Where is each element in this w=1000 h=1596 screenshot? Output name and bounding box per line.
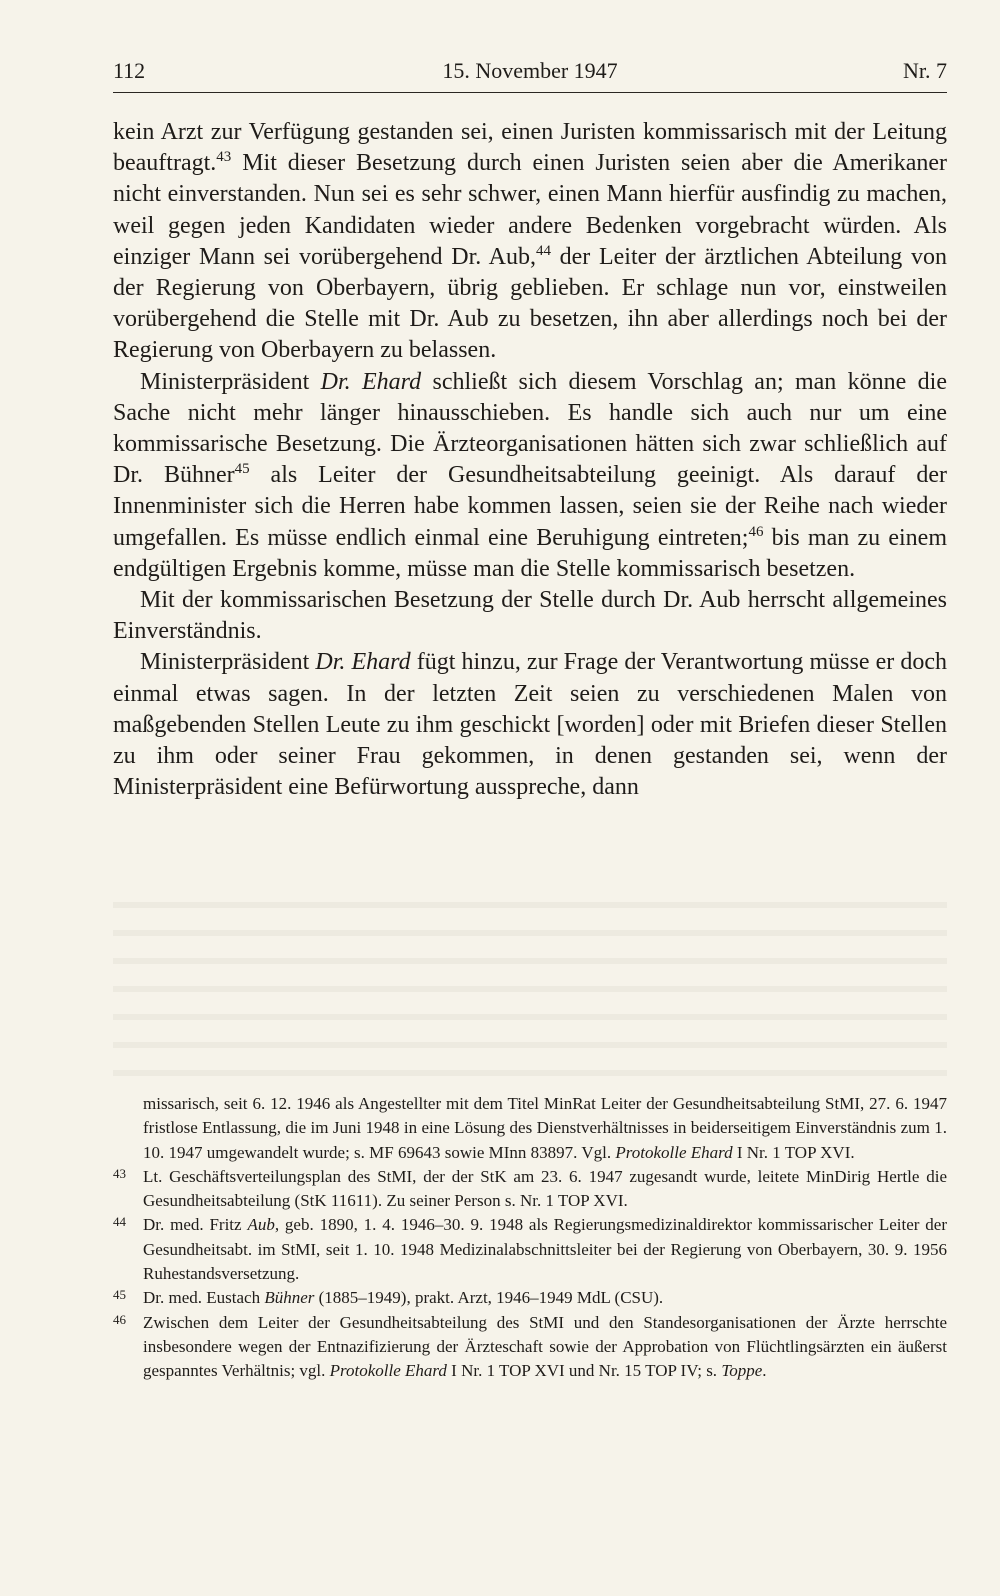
text-run: Lt. Geschäftsverteilungsplan des StMI, der der StK am 23. 6. 1947 zugesandt wurde, leitete MinDirig Hertle die Gesundheitsabteilung (StK 11611). Zu seiner Person s. Nr. 1 TOP XVI. bbox=[143, 1166, 947, 1211]
text-run: Ministerpräsident bbox=[140, 649, 316, 676]
footnote-continuation bbox=[113, 1092, 947, 1165]
bleed-through-area bbox=[113, 880, 947, 1080]
paragraph bbox=[113, 367, 947, 585]
footnote-ref: 44 bbox=[535, 242, 551, 259]
footnote-list bbox=[113, 1165, 947, 1384]
text-run: Dr. med. Eustach bbox=[143, 1288, 265, 1308]
text-run: . bbox=[762, 1361, 767, 1381]
paragraph bbox=[113, 117, 947, 367]
text-run: der Leiter der ärztlichen Abteilung von der Regierung von Oberbayern, übrig geblieben. Er schlage nun vor, einstweilen vorübergehend die Stelle mit Dr. Aub zu besetzen, ihn aber allerdings noch bei der Regierung von Oberbayern zu belassen. bbox=[113, 243, 947, 364]
page-number: 112 bbox=[113, 58, 146, 83]
italic-text: Bühner bbox=[264, 1288, 315, 1308]
paragraph bbox=[113, 585, 947, 647]
footnote-number: 43 bbox=[113, 1165, 126, 1181]
paragraph bbox=[113, 647, 947, 803]
italic-text: Protokolle Ehard bbox=[615, 1142, 733, 1162]
italic-text: Aub bbox=[247, 1215, 275, 1235]
text-run: fügt hinzu, zur Frage der Verantwortung müsse er doch einmal etwas sagen. In der letzten Zeit seien zu verschiedenen Malen von maßgebenden Stellen Leute zu ihm geschickt [worden] oder mit Briefen dieser Stellen zu ihm oder seiner Frau gekommen, in denen gestanden sei, wenn der Ministerpräsident eine Befürwortung ausspreche, dann bbox=[113, 649, 947, 801]
footnote-number: 45 bbox=[113, 1287, 126, 1303]
text-run: Zwischen dem Leiter der Gesundheitsabteilung des StMI und den Standesorganisationen der Ärzte herrschte insbesondere wegen der Entnazifizierung der Ärzteschaft sowie der Approbation von Flüchtlingsärzten ein äußerst gespanntes Verhältnis; vgl. bbox=[143, 1312, 947, 1381]
footnote bbox=[113, 1286, 947, 1310]
footnote bbox=[113, 1213, 947, 1286]
italic-text: Dr. Ehard bbox=[320, 368, 422, 395]
italic-text: Dr. Ehard bbox=[315, 649, 411, 676]
text-run: kein Arzt zur Verfügung gestanden sei, einen Juristen kommissarisch mit der Leitung beauftragt. bbox=[113, 119, 947, 177]
italic-text: Toppe bbox=[721, 1361, 763, 1381]
footnote-number: 44 bbox=[113, 1214, 126, 1230]
header-rule bbox=[113, 92, 947, 93]
text-run: als Leiter der Gesundheitsabteilung geeinigt. Als darauf der Innenminister sich die Herren habe kommen lassen, seien sie der Reihe nach wieder umgefallen. Es müsse endlich einmal eine Beruhigung eintreten; bbox=[113, 462, 947, 551]
text-run: Ministerpräsident bbox=[140, 368, 321, 395]
text-run: Dr. med. Fritz bbox=[143, 1215, 248, 1235]
text-run: missarisch, seit 6. 12. 1946 als Angestellter mit dem Titel MinRat Leiter der Gesundheitsabteilung StMI, 27. 6. 1947 fristlose Entlassung, die im Juni 1948 in eine Lösung des Dienstverhältnisses in beiderseitigem Einverständnis zum 1. 10. 1947 umgewandelt wurde; s. MF 69643 sowie MInn 83897. Vgl. bbox=[143, 1094, 947, 1162]
text-run: schließt sich diesem Vorschlag an; man könne die Sache nicht mehr länger hinausschieben. Es handle sich auch nur um eine kommissarische Besetzung. Die Ärzteorganisationen hätten sich zwar schließlich auf Dr. Bühner bbox=[113, 368, 947, 489]
footnote-number: 46 bbox=[113, 1311, 126, 1327]
text-run: bis man zu einem endgültigen Ergebnis komme, müsse man die Stelle kommissarisch besetzen. bbox=[113, 524, 947, 582]
footnote bbox=[113, 1165, 947, 1214]
text-run: I Nr. 1 TOP XVI. bbox=[732, 1142, 855, 1162]
document-number: Nr. 7 bbox=[903, 58, 947, 83]
text-run: Mit dieser Besetzung durch einen Juristen seien aber die Amerikaner nicht einverstanden. Nun sei es sehr schwer, einen Mann hierfür ausfindig zu machen, weil gegen jeden Kandidaten wieder andere Bedenken vorgebracht würden. Als einziger Mann sei vorübergehend Dr. Aub, bbox=[113, 150, 947, 270]
running-header bbox=[113, 54, 947, 88]
footnote bbox=[113, 1311, 947, 1384]
footnote-ref: 45 bbox=[234, 461, 250, 478]
text-run: Mit der kommissarischen Besetzung der Stelle durch Dr. Aub herrscht allgemeines Einverständnis. bbox=[113, 587, 947, 645]
footnotes bbox=[113, 1092, 947, 1384]
text-run: , geb. 1890, 1. 4. 1946–30. 9. 1948 als Regierungsmedizinaldirektor kommissarischer Leiter der Gesundheitsabt. im StMI, seit 1. 10. 1948 Medizinalabschnittsleiter bei der Regierung von Oberbayern, 30. 9. 1956 Ruhestandsversetzung. bbox=[143, 1215, 947, 1284]
footnote-ref: 43 bbox=[216, 149, 232, 166]
text-run: I Nr. 1 TOP XVI und Nr. 15 TOP IV; s. bbox=[446, 1361, 722, 1381]
header-date: 15. November 1947 bbox=[442, 58, 618, 83]
text-run: (1885–1949), prakt. Arzt, 1946–1949 MdL (CSU). bbox=[314, 1288, 664, 1308]
footnote-ref: 46 bbox=[748, 523, 764, 540]
main-text bbox=[113, 117, 947, 803]
italic-text: Protokolle Ehard bbox=[329, 1361, 447, 1381]
